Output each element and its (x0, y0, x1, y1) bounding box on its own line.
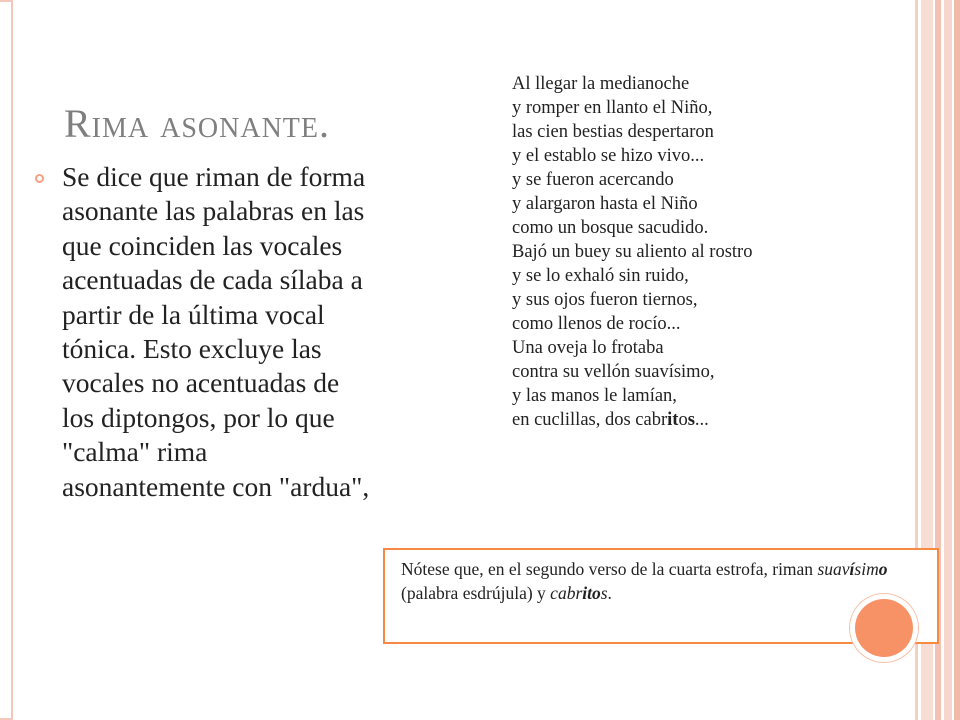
note-word2-end: s (600, 583, 608, 603)
note-word2-bold: ito (582, 583, 601, 603)
note-text-middle: (palabra esdrújula) y (401, 583, 551, 603)
poem-line: Una oveja lo frotaba (512, 338, 664, 358)
poem-line: Bajó un buey su aliento al rostro (512, 242, 753, 262)
note-word1-plain: suav (817, 559, 850, 579)
poem-line-last (512, 408, 752, 432)
stripe (954, 0, 960, 720)
poem-line: y el establo se hizo vivo... (512, 146, 705, 166)
poem-line: y se fueron acercando (512, 170, 674, 190)
poem-line: contra su vellón suavísimo, (512, 362, 715, 382)
bullet-circle-icon (35, 174, 44, 183)
stripe (944, 0, 952, 720)
decorative-orange-circle (855, 599, 913, 657)
poem-line: y alargaron hasta el Niño (512, 194, 698, 214)
left-frame-border (0, 0, 13, 720)
poem-line: las cien bestias despertaron (512, 122, 714, 142)
poem-line: como un bosque sacudido. (512, 218, 709, 238)
poem-line: y sus ojos fueron tiernos, (512, 290, 698, 310)
note-word1-bold-end: o (878, 559, 888, 579)
note-text-before: Nótese que, en el segundo verso de la cuarta estrofa, riman (401, 559, 818, 579)
bullet-text: Se dice que riman de forma asonante las palabras en las que coinciden las vocales acentuadas de cada sílaba a partir de la última vocal tónica. Esto excluye las vocales no acentuadas de los diptongos, por lo que "calma" rima asonantemente con "ardua", (62, 161, 370, 502)
note-text-after: . (607, 583, 612, 603)
last-line-bold-1: it (667, 410, 679, 430)
note-word1-mid: sim (854, 559, 879, 579)
slide-title: Rima asonante. (64, 101, 331, 146)
note-word2-plain: cabr (550, 583, 583, 603)
poem (512, 72, 752, 432)
poem-line: y romper en llanto el Niño, (512, 98, 713, 118)
poem-line: y se lo exhaló sin ruido, (512, 266, 689, 286)
poem-line: Al llegar la medianoche (512, 74, 690, 94)
note-word-suavisimo (817, 559, 887, 579)
note-word-cabritos (550, 583, 607, 603)
bullet-list (32, 160, 377, 504)
poem-line: y las manos le lamían, (512, 386, 677, 406)
bullet-item (32, 160, 377, 504)
last-line-mid: o (678, 410, 688, 430)
poem-line: como llenos de rocío... (512, 314, 681, 334)
last-line-suffix: ... (694, 410, 709, 430)
last-line-bold-2: s (687, 410, 695, 430)
note-word1-bold: í (849, 559, 855, 579)
last-line-prefix: en cuclillas, dos cabr (512, 410, 668, 430)
